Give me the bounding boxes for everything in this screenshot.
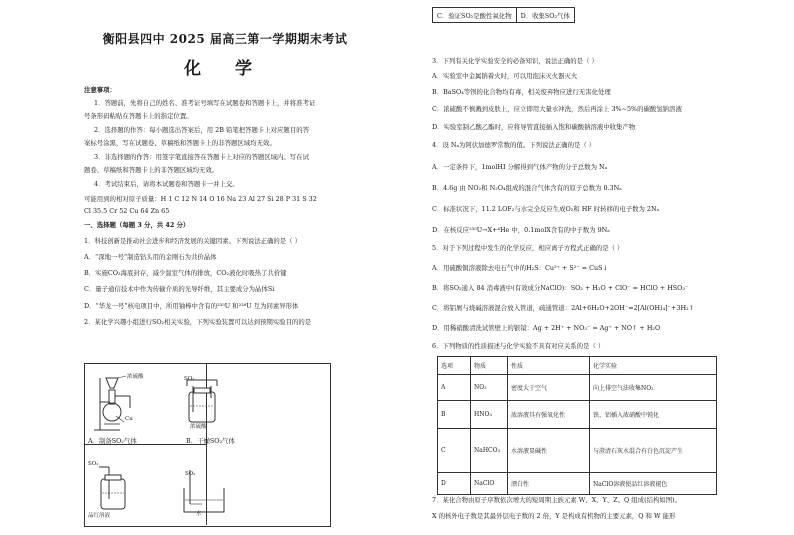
table-cell: NaClO溶液使品红溶液褪色 xyxy=(590,473,717,495)
question-stem: 6．下列物质的性质描述与化学实验不具有对应关系的是（ ） xyxy=(432,342,605,350)
table-cell: 与澄清石灰水混合有白色沉淀产生 xyxy=(590,429,717,473)
option-a: A．制备SO₂气体 xyxy=(88,437,137,445)
table-header: 物质 xyxy=(471,357,508,375)
atomic-mass-line: 可能用到的相对原子质量：H 1 C 12 N 14 O 16 Na 23 Al 27 Si 28 P 31 S 32 xyxy=(84,195,317,203)
option-b: B．干燥SO₂气体 xyxy=(186,437,235,445)
table-cell: NaClO xyxy=(471,473,508,495)
atomic-mass-line: Cl 35.5 Cr 52 Cu 64 Zn 65 xyxy=(84,207,170,215)
option-b: B．4.6g 由 NO₂和 N₂O₄组成的混合气体含有的原子总数为 0.3Nₐ xyxy=(432,184,622,192)
option-c: C．标准状况下，11.2 LOF₂与水完全反应生成O₂和 HF 时转移的电子数为 2Nₐ xyxy=(432,205,660,213)
table-row xyxy=(438,473,717,495)
indicator-bottle-figure xyxy=(95,465,135,515)
table-cell: NO₂ xyxy=(471,375,508,401)
subject-title: 化 学 xyxy=(184,59,266,79)
option-c: C．浓硫酸不慎溅到皮肤上，应立即用大量水冲洗，然后再涂上 3%~5%的碳酸氢钠溶液 xyxy=(432,105,682,113)
reagent-label: 品红溶液 xyxy=(88,513,111,519)
option-c: C．将铝屑与烧碱溶液混合放入管道，疏通管道：2Al+6H₂O+2OH⁻=2[Al(OH)₄]⁻+3H₂↑ xyxy=(432,304,694,312)
table-cell: 密度大于空气 xyxy=(508,375,590,401)
question-text: X 的核外电子数是其最外层电子数的 2 倍，Y 是构成有机物的主要元素，Q 和 W 能形 xyxy=(432,512,676,520)
table-cell: D xyxy=(438,473,471,495)
table-cell: B xyxy=(438,401,471,429)
table-header: 性质 xyxy=(508,357,590,375)
table-cell: 向上排空气法收集NO₂ xyxy=(590,375,717,401)
option-d: D．用稀硝酸清洗试管壁上的银镜：Ag + 2H⁺ + NO₃⁻ = Ag⁺ + NO↑ + H₂O xyxy=(432,324,661,332)
table-cell: C xyxy=(438,429,471,473)
option-b: B．将SO₂通入 84 消毒液中(有效成分NaClO)：SO₂ + H₂O + ClO⁻ = HClO + HSO₃⁻ xyxy=(432,284,689,292)
question-stem: 2．某化学兴趣小组进行SO₂相关实验，下列实验装置可以达到预期实验目的的是 xyxy=(84,318,312,326)
question-stem: 1．科技创新是推动社会进步和经济发展的关键因素。下列说法正确的是（ ） xyxy=(84,237,301,245)
notice-line: 4．考试结束后，请将本试题卷和答题卡一并上交。 xyxy=(94,180,239,188)
option-c: C．验证SO₂是酸性氧化物 xyxy=(433,8,517,23)
gas-label: SO₂ xyxy=(185,471,196,477)
q2-option-table xyxy=(432,7,575,23)
option-a: A．“深地一号”制造钻头用的金刚石为共价晶体 xyxy=(84,253,217,261)
option-a: A．用硫酸铜溶液除去电石气中的H₂S：Cu²⁺ + S²⁻ = CuS↓ xyxy=(432,264,608,272)
table-cell: 浓溶液具有强氧化性 xyxy=(508,401,590,429)
question-stem: 7．某化合物由原子序数依次增大的短周期主族元素 W、X、Y、Z、Q 组成(结构如图)。 xyxy=(432,496,682,504)
option-d: D．“华龙一号”核电项目中，所用铀棒中含有的²³⁵U 和²³⁸U 互为同素异形体 xyxy=(84,302,299,310)
question-stem: 5．对于下列过程中发生的化学反应，相应离子方程式正确的是（ ） xyxy=(432,244,624,252)
notice-line: 题卷、草稿纸和答题卡上的非答题区域均无效。 xyxy=(84,166,219,174)
table-row xyxy=(438,429,717,473)
notice-heading: 注意事项： xyxy=(84,86,116,94)
table-cell: 水溶液显碱性 xyxy=(508,429,590,473)
table-row xyxy=(438,375,717,401)
reagent-label: Cu xyxy=(125,416,133,422)
option-a: A．实验室中金属钠着火时，可以用泡沫灭火器灭火 xyxy=(432,72,578,80)
table-cell: A xyxy=(438,375,471,401)
table-header: 选项 xyxy=(438,357,471,375)
reagent-label: 水 xyxy=(196,511,202,517)
table-row xyxy=(438,401,717,429)
section-heading: 一、选择题（每题 3 分，共 42 分） xyxy=(84,221,190,229)
option-a: A．一定条件下，1molHI 分解得到气体产物的分子总数为 Nₐ xyxy=(432,163,608,171)
reagent-label: 浓硫酸 xyxy=(127,374,144,380)
table-cell: NaHCO₃ xyxy=(471,429,508,473)
table-cell: 铁、铝插入浓硝酸中钝化 xyxy=(590,401,717,429)
option-b: B．实施CO₂海底封存，减少温室气体的排放，CO₂液化时吸热了共价键 xyxy=(84,269,287,277)
question-stem: 4．设 Nₐ为阿伏加德罗常数的值。下列说法正确的是（ ） xyxy=(432,141,596,149)
notice-line: 案标号涂黑，写在试题卷、草稿纸和答题卡上的非答题区域均无效。 xyxy=(84,139,276,147)
notice-line: 1．答题前，先将自己的姓名、准考证号填写在试题卷和答题卡上，并将准考证 xyxy=(94,99,316,107)
option-d: D．在核反应²³⁵U→X+⁴He 中，0.1molX含有的中子数为 9Nₐ xyxy=(432,226,610,234)
option-d: D．实验室制乙酸乙酯时，应将导管直接插入饱和碳酸钠溶液中收集产物 xyxy=(432,123,636,131)
notice-line: 3．非选择题的作答：用签字笔直接答在答题卡上对应的答题区域内。写在试 xyxy=(94,153,309,161)
option-b: B．BaSO₄等钡的化合物均有毒，相关废弃物应进行无害化处理 xyxy=(432,88,611,96)
table-header: 化学实验 xyxy=(590,357,717,375)
property-table xyxy=(437,356,717,495)
notice-line: 号条形码粘贴在答题卡上的指定位置。 xyxy=(84,112,193,120)
exam-title: 衡阳县四中 2025 届高三第一学期期末考试 xyxy=(102,32,348,46)
table-cell: 漂白性 xyxy=(508,473,590,495)
table-cell: HNO₃ xyxy=(471,401,508,429)
gas-label: SO₂ xyxy=(184,376,195,382)
question-stem: 3．下列有关化学实验安全的必备知识，说法正确的是（ ） xyxy=(432,57,598,65)
option-c: C．量子通信技术中作为传输介质的光导纤维，其主要成分为晶体Si xyxy=(84,285,275,293)
notice-line: 2．选择题的作答：每小题选出答案后，用 2B 铅笔把答题卡上对应题目的答 xyxy=(94,126,309,134)
option-d: D．收集SO₂气体 xyxy=(516,8,574,23)
gas-label: SO₂ xyxy=(88,461,99,467)
reagent-label: 浓硫酸 xyxy=(190,424,207,430)
